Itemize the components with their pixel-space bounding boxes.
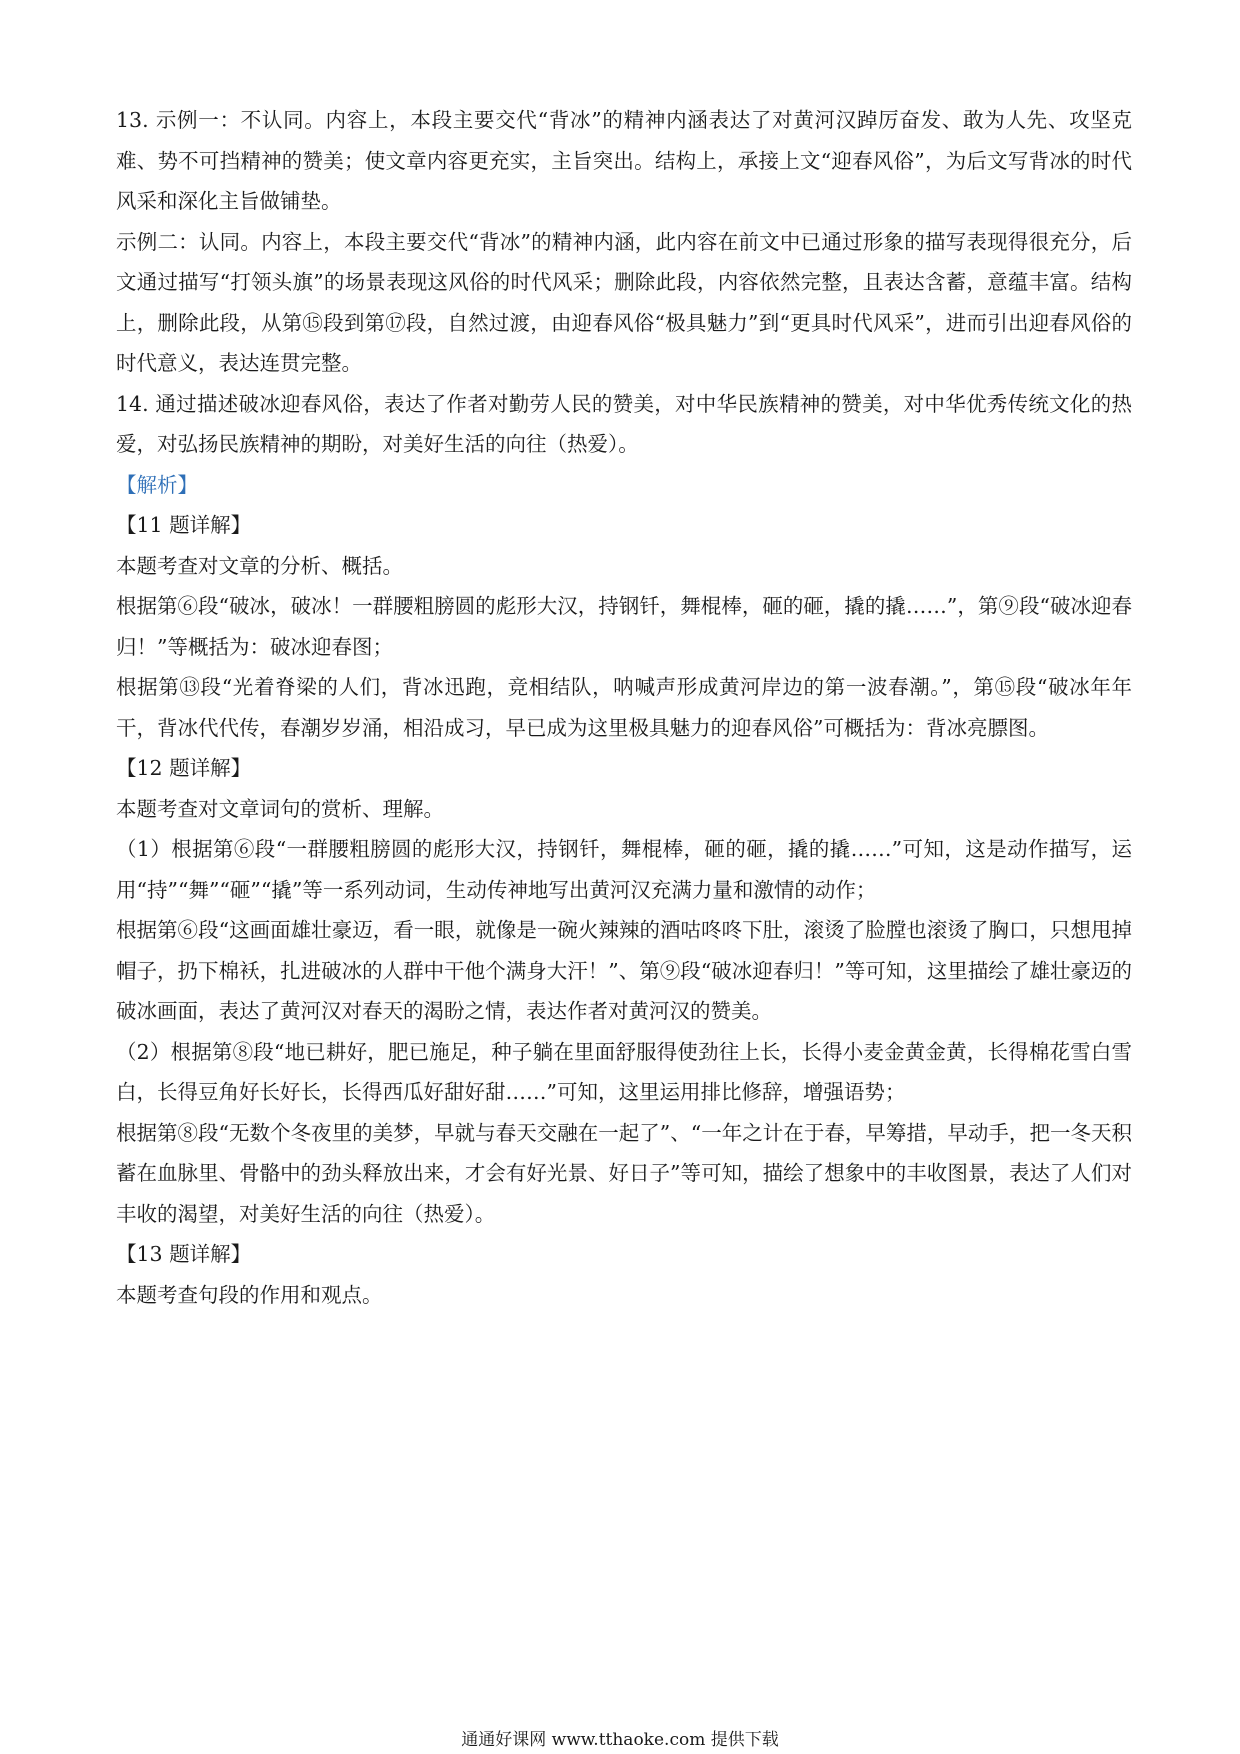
q12-part-1a: （1）根据第⑥段“一群腰粗膀圆的彪形大汉，持钢钎，舞棍棒，砸的砸，撬的撬……”可知，这是动作描写，运用“持”“舞”“砸”“撬”等一系列动词，生动传神地写出黄河汉充满力量和激情的动作；	[116, 837, 1132, 902]
q11-point-1: 根据第⑥段“破冰，破冰！一群腰粗膀圆的彪形大汉，持钢钎，舞棍棒，砸的砸，撬的撬……”，第⑨段“破冰迎春归！”等概括为：破冰迎春图；	[116, 594, 1132, 659]
q11-point-2: 根据第⑬段“光着脊梁的人们，背冰迅跑，竞相结队，呐喊声形成黄河岸边的第一波春潮。”，第⑮段“破冰年年干，背冰代代传，春潮岁岁涌，相沿成习，早已成为这里极具魅力的迎春风俗”可概括为：背冰亮膘图。	[116, 675, 1132, 740]
answer-13-example-2: 示例二：认同。内容上，本段主要交代“背冰”的精神内涵，此内容在前文中已通过形象的描写表现得很充分，后文通过描写“打领头旗”的场景表现这风俗的时代风采；删除此段，内容依然完整，且表达含蓄，意蕴丰富。结构上，删除此段，从第⑮段到第⑰段，自然过渡，由迎春风俗“极具魅力”到“更具时代风采”，进而引出迎春风俗的时代意义，表达连贯完整。	[116, 229, 1132, 375]
q12-part-1b: 根据第⑥段“这画面雄壮豪迈，看一眼，就像是一碗火辣辣的酒咕咚咚下肚，滚烫了脸膛也滚烫了胸口，只想甩掉帽子，扔下棉袄，扎进破冰的人群中干他个满身大汗！”、第⑨段“破冰迎春归！”等可知，这里描绘了雄壮豪迈的破冰画面，表达了黄河汉对春天的渴盼之情，表达作者对黄河汉的赞美。	[116, 918, 1132, 1023]
q11-detail-heading: 【11 题详解】	[116, 513, 252, 537]
answer-14: 14. 通过描述破冰迎春风俗，表达了作者对勤劳人民的赞美，对中华民族精神的赞美，对中华优秀传统文化的热爱，对弘扬民族精神的期盼，对美好生活的向往（热爱）。	[116, 391, 1132, 456]
document-body	[116, 100, 1132, 1315]
q12-detail-heading: 【12 题详解】	[116, 756, 252, 780]
q12-part-2b: 根据第⑧段“无数个冬夜里的美梦，早就与春天交融在一起了”、“一年之计在于春，早筹措，早动手，把一冬天积蓄在血脉里、骨骼中的劲头释放出来，才会有好光景、好日子”等可知，描绘了想象中的丰收图景，表达了人们对丰收的渴望，对美好生活的向往（热爱）。	[116, 1120, 1132, 1226]
q13-intro: 本题考查句段的作用和观点。	[116, 1282, 383, 1307]
q12-intro: 本题考查对文章词句的赏析、理解。	[116, 796, 444, 821]
q12-part-2a: （2）根据第⑧段“地已耕好，肥已施足，种子躺在里面舒服得使劲往上长，长得小麦金黄金黄，长得棉花雪白雪白，长得豆角好长好长，长得西瓜好甜好甜……”可知，这里运用排比修辞，增强语势；	[116, 1039, 1132, 1104]
q11-intro: 本题考查对文章的分析、概括。	[116, 553, 403, 578]
answer-13-example-1: 13. 示例一：不认同。内容上，本段主要交代“背冰”的精神内涵表达了对黄河汉踔厉奋发、敢为人先、攻坚克难、势不可挡精神的赞美；使文章内容更充实，主旨突出。结构上，承接上文“迎春风俗”，为后文写背冰的时代风采和深化主旨做铺垫。	[116, 108, 1132, 213]
q13-detail-heading: 【13 题详解】	[116, 1242, 252, 1266]
analysis-label: 【解析】	[116, 472, 198, 497]
page-footer: 通通好课网 www.tthaoke.com 提供下载	[461, 1730, 779, 1750]
